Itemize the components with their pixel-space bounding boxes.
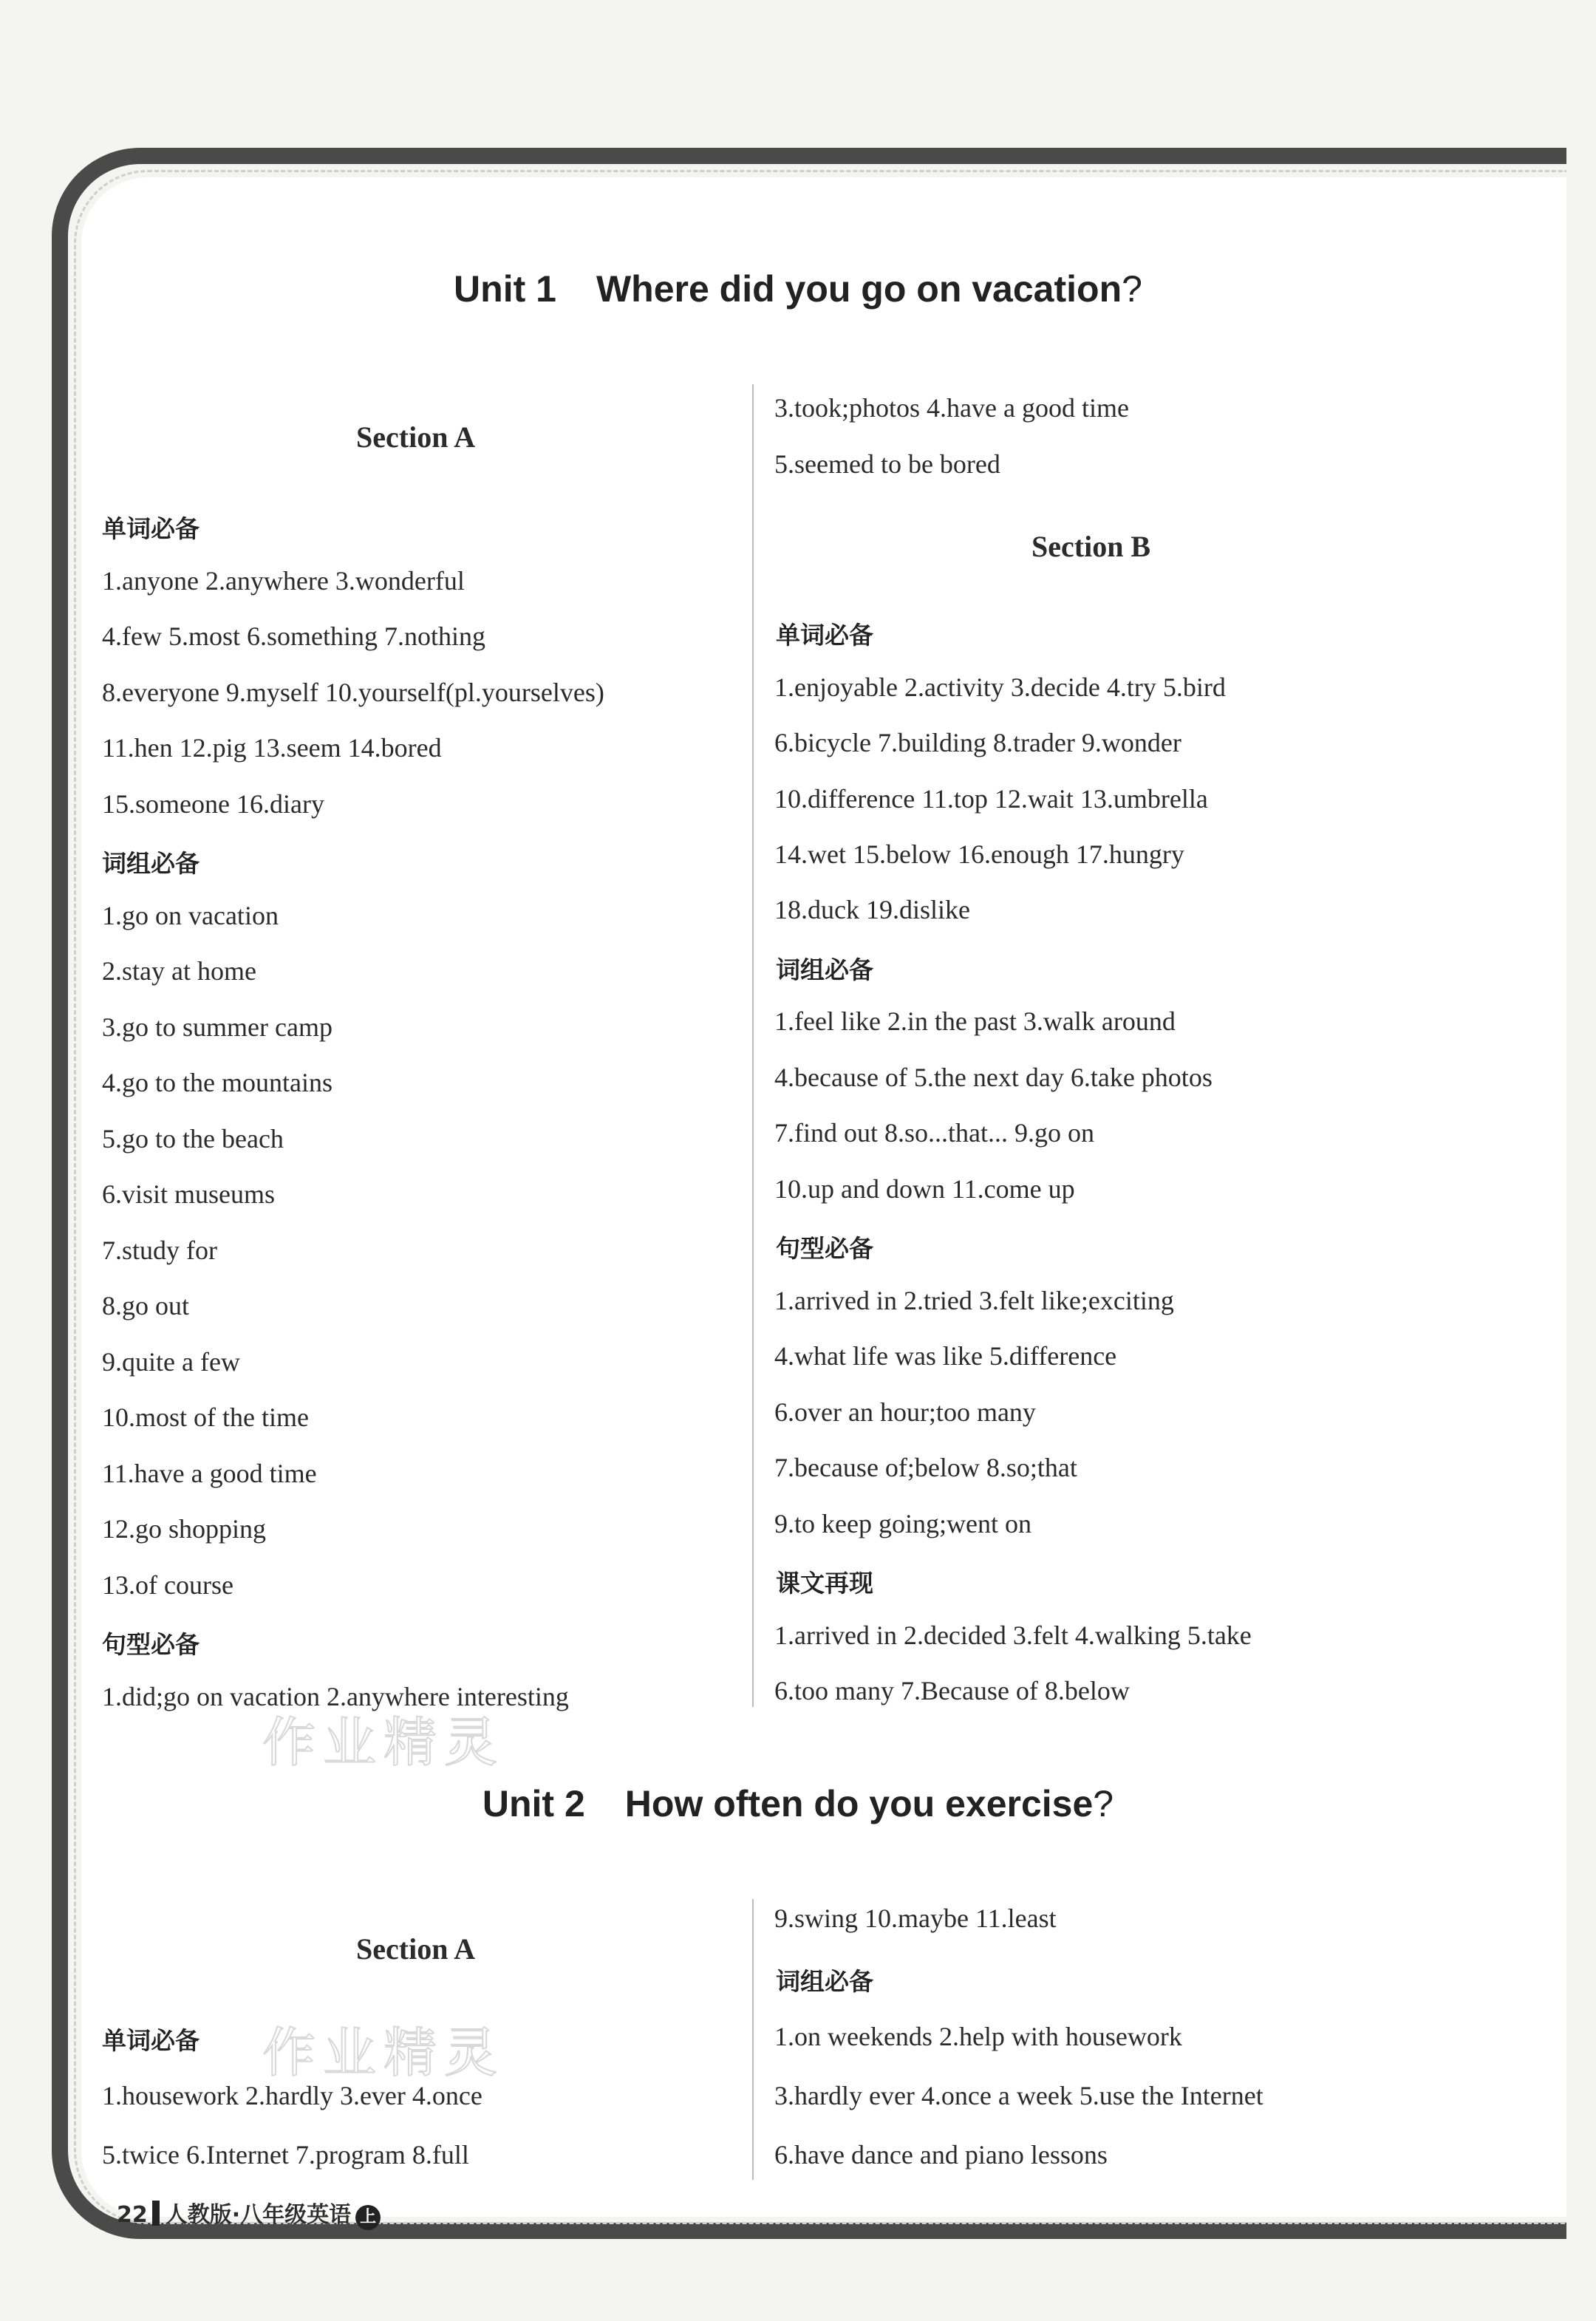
u1b-sentence-line: 7.because of;below 8.so;that xyxy=(774,1453,1077,1482)
unit1-title-text: Where did you go on vacation xyxy=(596,268,1122,310)
u1b-word-line: 18.duck 19.dislike xyxy=(774,895,970,924)
u1a-word-line: 4.few 5.most 6.something 7.nothing xyxy=(102,621,485,651)
u2-section-a-title: Section A xyxy=(356,1932,476,1966)
page-number: 22 xyxy=(117,2202,148,2228)
u1b-word-line: 1.enjoyable 2.activity 3.decide 4.try 5.bird xyxy=(774,672,1226,702)
u1b-text-heading: 课文再现 xyxy=(776,1569,873,1598)
u1b-word-line: 6.bicycle 7.building 8.trader 9.wonder xyxy=(774,728,1181,757)
u2a-words-heading: 单词必备 xyxy=(102,2026,200,2055)
u1a-word-line: 8.everyone 9.myself 10.yourself(pl.yourselves) xyxy=(102,678,604,707)
u1a-phrase-line: 9.quite a few xyxy=(102,1347,240,1377)
volume-badge: 上 xyxy=(355,2205,381,2230)
u1a-sentences-heading: 句型必备 xyxy=(102,1630,200,1659)
u1b-phrase-line: 10.up and down 11.come up xyxy=(774,1174,1075,1204)
u1a-phrase-line: 13.of course xyxy=(102,1570,233,1600)
u1a-phrase-line: 4.go to the mountains xyxy=(102,1068,332,1097)
u2a-phrase-line: 1.on weekends 2.help with housework xyxy=(774,2022,1182,2051)
u1a-words-heading: 单词必备 xyxy=(102,514,200,543)
u1a-sentence-continued: 5.seemed to be bored xyxy=(774,449,1000,479)
u1a-phrase-line: 8.go out xyxy=(102,1291,190,1320)
page-footer xyxy=(117,2196,381,2230)
u1a-sentence-continued: 3.took;photos 4.have a good time xyxy=(774,393,1129,423)
u1b-sentence-line: 4.what life was like 5.difference xyxy=(774,1341,1117,1371)
u1-section-a-title: Section A xyxy=(356,420,476,454)
u2a-phrase-line: 3.hardly ever 4.once a week 5.use the Internet xyxy=(774,2081,1264,2110)
footer-bar-icon xyxy=(152,2201,160,2226)
u1b-phrase-line: 7.find out 8.so...that... 9.go on xyxy=(774,1118,1094,1148)
u1a-phrase-line: 2.stay at home xyxy=(102,956,256,986)
watermark: 作业精灵 xyxy=(262,2022,505,2084)
unit2-number: Unit 2 xyxy=(482,1783,585,1824)
watermark: 作业精灵 xyxy=(262,1711,505,1773)
unit2-question-mark: ? xyxy=(1093,1783,1114,1824)
u1b-sentence-line: 6.over an hour;too many xyxy=(774,1397,1036,1427)
u1a-phrase-line: 6.visit museums xyxy=(102,1179,276,1209)
u1a-phrase-line: 11.have a good time xyxy=(102,1459,317,1488)
u1a-word-line: 1.anyone 2.anywhere 3.wonderful xyxy=(102,566,465,596)
u1b-phrase-line: 4.because of 5.the next day 6.take photos xyxy=(774,1063,1213,1092)
u2a-phrase-line: 6.have dance and piano lessons xyxy=(774,2140,1108,2170)
u1b-sentence-line: 1.arrived in 2.tried 3.felt like;exciting xyxy=(774,1286,1174,1315)
u1a-sentence-line: 1.did;go on vacation 2.anywhere interesting xyxy=(102,1682,569,1711)
unit1-number: Unit 1 xyxy=(454,268,556,310)
u1a-word-line: 15.someone 16.diary xyxy=(102,789,324,819)
u1a-phrase-line: 12.go shopping xyxy=(102,1514,267,1544)
u2a-phrases-heading: 词组必备 xyxy=(776,1967,873,1996)
u1b-text-line: 6.too many 7.Because of 8.below xyxy=(774,1676,1130,1705)
unit1-question-mark: ? xyxy=(1122,268,1142,310)
u1b-sentences-heading: 句型必备 xyxy=(776,1234,873,1263)
u1a-phrases-heading: 词组必备 xyxy=(102,849,200,878)
u1b-text-line: 1.arrived in 2.decided 3.felt 4.walking 5.take xyxy=(774,1620,1252,1650)
column-divider xyxy=(752,1899,754,2180)
publisher-label: 人教版·八年级英语 xyxy=(165,2202,352,2228)
u1b-phrase-line: 1.feel like 2.in the past 3.walk around xyxy=(774,1006,1176,1036)
u1a-phrase-line: 7.study for xyxy=(102,1236,217,1265)
u1-section-b-title: Section B xyxy=(1031,530,1151,563)
u2a-word-line: 5.twice 6.Internet 7.program 8.full xyxy=(102,2140,469,2170)
u1a-phrase-line: 10.most of the time xyxy=(102,1403,309,1432)
u1b-word-line: 14.wet 15.below 16.enough 17.hungry xyxy=(774,839,1184,869)
unit2-title-text: How often do you exercise xyxy=(624,1783,1094,1824)
u1b-phrases-heading: 词组必备 xyxy=(776,955,873,984)
column-divider xyxy=(752,384,754,1707)
u1a-phrase-line: 5.go to the beach xyxy=(102,1124,284,1153)
unit2-title xyxy=(0,1782,1596,1825)
u1a-phrase-line: 3.go to summer camp xyxy=(102,1012,332,1042)
u1a-phrase-line: 1.go on vacation xyxy=(102,901,279,930)
u2a-word-line: 1.housework 2.hardly 3.ever 4.once xyxy=(102,2081,482,2110)
u1b-sentence-line: 9.to keep going;went on xyxy=(774,1509,1031,1538)
unit1-title xyxy=(0,267,1596,310)
u1b-word-line: 10.difference 11.top 12.wait 13.umbrella xyxy=(774,784,1208,814)
u1b-words-heading: 单词必备 xyxy=(776,621,873,650)
u2a-word-continued: 9.swing 10.maybe 11.least xyxy=(774,1904,1057,1933)
u1a-word-line: 11.hen 12.pig 13.seem 14.bored xyxy=(102,733,442,763)
